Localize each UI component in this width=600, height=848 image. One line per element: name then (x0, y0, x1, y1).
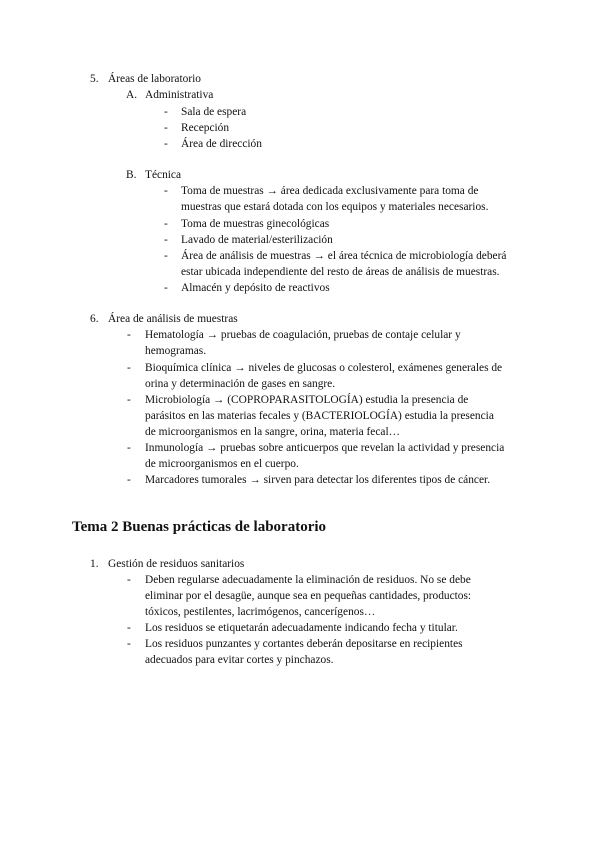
list-item-line: muestras que estará dotada con los equipos y materiales necesarios. (181, 201, 489, 213)
bullet: - (127, 574, 131, 586)
bullet: - (164, 218, 168, 230)
subsection-b-title: Técnica (145, 169, 182, 181)
list-item-line: Los residuos punzantes y cortantes deberán depositarse en recipientes (145, 638, 463, 650)
subsection-a-title: Administrativa (145, 89, 214, 101)
section-6-title: Área de análisis de muestras (108, 313, 238, 325)
bullet: - (127, 442, 131, 454)
list-marker-1: 1. (90, 558, 99, 570)
bullet: - (127, 329, 131, 341)
bullet: - (164, 282, 168, 294)
list-item-line: Marcadores tumorales → sirven para detectar los diferentes tipos de cáncer. (145, 474, 491, 486)
list-item-line: Los residuos se etiquetarán adecuadamente indicando fecha y titular. (145, 622, 458, 634)
list-item-line: Hematología → pruebas de coagulación, pruebas de contaje celular y (145, 329, 461, 341)
list-item-line: Lavado de material/esterilización (181, 234, 333, 246)
bullet: - (127, 474, 131, 486)
list-item-line: de microorganismos en el cuerpo. (145, 458, 299, 470)
list-item-line: de microorganismos en la sangre, orina, materia fecal… (145, 426, 401, 438)
list-item-line: Almacén y depósito de reactivos (181, 282, 330, 294)
bullet: - (164, 138, 168, 150)
list-marker-5: 5. (90, 73, 99, 85)
list-marker-6: 6. (90, 313, 99, 325)
list-item-line: Toma de muestras → área dedicada exclusivamente para toma de (181, 185, 479, 197)
list-item-line: Microbiología → (COPROPARASITOLOGÍA) estudia la presencia de (145, 394, 469, 406)
bullet: - (164, 185, 168, 197)
section-1-title: Gestión de residuos sanitarios (108, 558, 245, 570)
bullet: - (164, 234, 168, 246)
list-item-line: orina y determinación de gases en sangre. (145, 378, 336, 390)
list-marker-b: B. (126, 169, 137, 181)
list-item-line: Inmunología → pruebas sobre anticuerpos que revelan la actividad y presencia (145, 442, 505, 454)
list-item-line: Toma de muestras ginecológicas (181, 218, 330, 230)
list-item-line: Deben regularse adecuadamente la eliminación de residuos. No se debe (145, 574, 471, 586)
bullet: - (127, 362, 131, 374)
list-item-line: hemogramas. (145, 345, 207, 357)
list-item: Área de dirección (181, 138, 262, 150)
bullet: - (127, 622, 131, 634)
bullet: - (127, 394, 131, 406)
list-item-line: Área de análisis de muestras → el área técnica de microbiología deberá (181, 250, 507, 262)
list-item: Recepción (181, 122, 230, 134)
list-item: Sala de espera (181, 106, 247, 118)
bullet: - (164, 106, 168, 118)
list-item-line: tóxicos, pestilentes, lacrimógenos, cancerígenos… (145, 606, 376, 618)
section-5-title: Áreas de laboratorio (108, 73, 201, 85)
list-item-line: eliminar por el desagüe, aunque sea en pequeñas cantidades, productos: (145, 590, 472, 602)
bullet: - (164, 122, 168, 134)
bullet: - (164, 250, 168, 262)
list-item-line: parásitos en las materias fecales y (BACTERIOLOGÍA) estudia la presencia (145, 410, 494, 422)
list-marker-a: A. (126, 89, 138, 101)
heading-tema-2: Tema 2 Buenas prácticas de laboratorio (72, 519, 327, 535)
list-item-line: estar ubicada independiente del resto de áreas de análisis de muestras. (181, 266, 500, 278)
list-item-line: adecuados para evitar cortes y pinchazos. (145, 654, 334, 666)
list-item-line: Bioquímica clínica → niveles de glucosas o colesterol, exámenes generales de (145, 362, 503, 374)
bullet: - (127, 638, 131, 650)
